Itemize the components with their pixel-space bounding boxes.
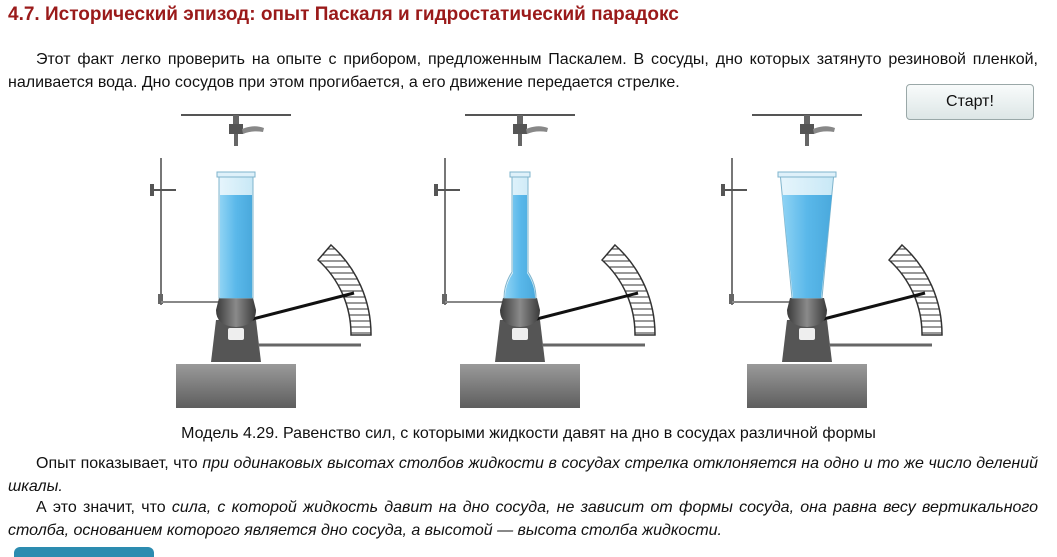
figure-caption: Модель 4.29. Равенство сил, с которыми жидкости давят на дно в сосудах различной формы (181, 425, 876, 442)
intro-paragraph: Этот факт легко проверить на опыте с прибором, предложенным Паскалем. В сосуды, дно которых затянуто резиновой пленкой, наливается вода. Дно сосудов при этом прогибается, а его движение передается стрелке. (8, 51, 1038, 91)
conclusion-1-prefix: Опыт показывает, что (36, 455, 203, 472)
start-button[interactable]: Старт! (906, 84, 1034, 120)
conclusion-2-prefix: А это значит, что (36, 499, 172, 516)
section-title: 4.7. Исторический эпизод: опыт Паскаля и гидростатический парадокс (8, 4, 679, 25)
conclusion-paragraph-1 (8, 452, 1038, 498)
apparatus-narrow (434, 115, 655, 408)
conclusion-1-emphasis: при одинаковых высотах столбов жидкости в сосудах стрелка отклоняется на одно и то же число делений шкалы. (8, 455, 1038, 495)
conclusion-paragraph-2 (8, 496, 1038, 542)
conclusion-2-emphasis: сила, с которой жидкость давит на дно сосуда, не зависит от формы сосуда, она равна весу вертикального столба, основанием которого является дно сосуда, а высотой — высота столба жидкости. (8, 499, 1039, 539)
bottom-nav-tab[interactable] (14, 547, 154, 557)
apparatus-cylinder (150, 115, 371, 408)
pascal-apparatus-figure (0, 100, 1057, 420)
apparatus-wide (721, 115, 942, 408)
